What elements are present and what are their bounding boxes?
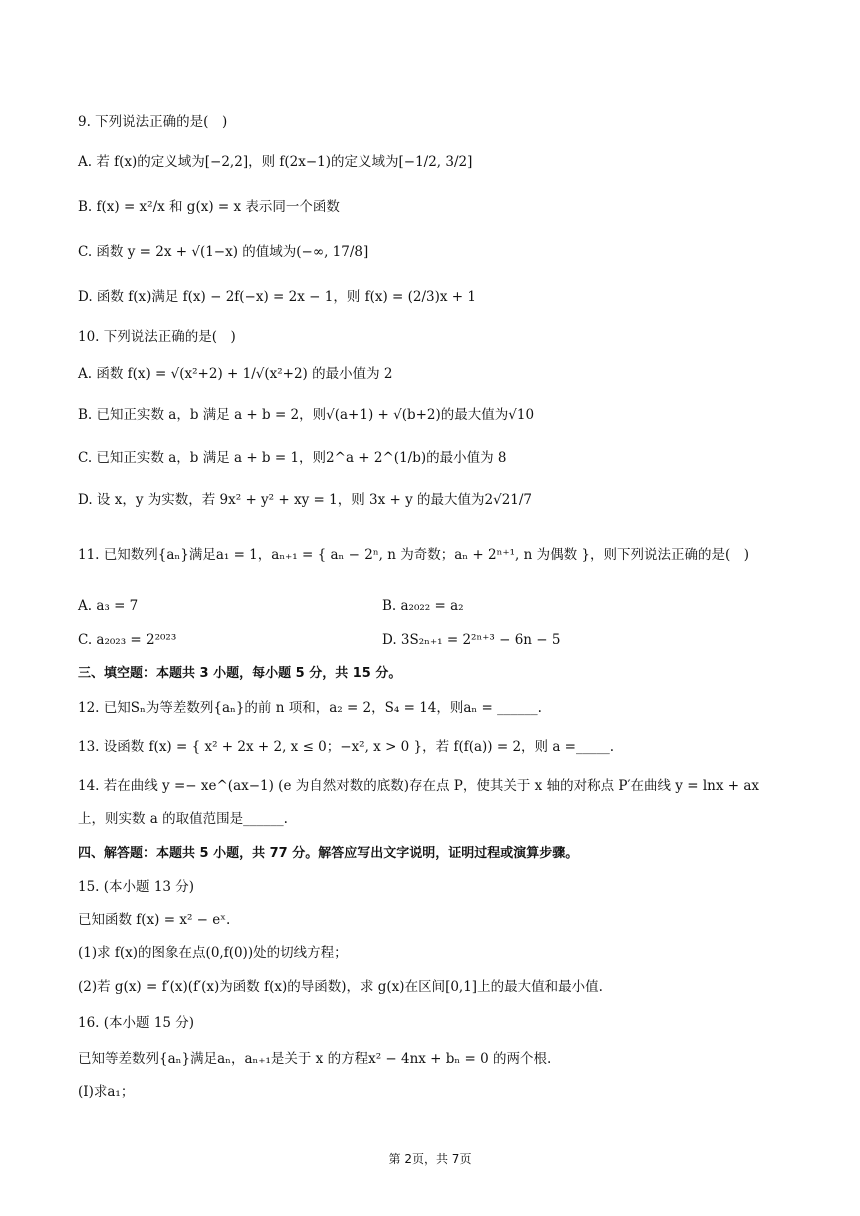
q15-part-2: (2)若 g(x) = f′(x)(f′(x)为函数 f(x)的导函数)，求 g(x)在区间[0,1]上的最大值和最小值. bbox=[78, 979, 603, 995]
q10-option-c: C. 已知正实数 a，b 满足 a + b = 1，则2^a + 2^(1/b)的最小值为 8 bbox=[78, 450, 507, 466]
q14-line-1: 14. 若在曲线 y =− xe^(ax−1) (e 为自然对数的底数)存在点 P，使其关于 x 轴的对称点 P′在曲线 y = lnx + ax bbox=[78, 778, 760, 794]
q10-option-b: B. 已知正实数 a，b 满足 a + b = 2，则√(a+1) + √(b+2)的最大值为√10 bbox=[78, 407, 535, 423]
q11-option-a: A. a₃ = 7 bbox=[78, 598, 139, 614]
q11-option-c: C. a₂₀₂₃ = 2²⁰²³ bbox=[78, 632, 177, 648]
q12: 12. 已知Sₙ为等差数列{aₙ}的前 n 项和，a₂ = 2，S₄ = 14，则aₙ = ______. bbox=[78, 700, 542, 716]
q9-option-c: C. 函数 y = 2x + √(1−x) 的值域为(−∞, 17/8] bbox=[78, 244, 369, 260]
q11-option-d: D. 3S₂ₙ₊₁ = 2²ⁿ⁺³ − 6n − 5 bbox=[382, 632, 561, 648]
q9-option-b: B. f(x) = x²/x 和 g(x) = x 表示同一个函数 bbox=[78, 199, 340, 215]
q11-option-b: B. a₂₀₂₂ = a₂ bbox=[382, 598, 464, 614]
q9-option-d: D. 函数 f(x)满足 f(x) − 2f(−x) = 2x − 1，则 f(x) = (2/3)x + 1 bbox=[78, 289, 476, 305]
q13: 13. 设函数 f(x) = { x² + 2x + 2, x ≤ 0；−x², x > 0 }，若 f(f(a)) = 2，则 a =_____. bbox=[78, 739, 615, 755]
q9-option-a: A. 若 f(x)的定义域为[−2,2]，则 f(2x−1)的定义域为[−1/2, 3/2] bbox=[78, 154, 473, 170]
q16-part-1: (Ⅰ)求a₁； bbox=[78, 1084, 135, 1100]
q11-stem: 11. 已知数列{aₙ}满足a₁ = 1，aₙ₊₁ = { aₙ − 2ⁿ, n 为奇数；aₙ + 2ⁿ⁺¹, n 为偶数 }，则下列说法正确的是( ) bbox=[78, 547, 749, 563]
q16-heading: 16. (本小题 15 分) bbox=[78, 1015, 195, 1031]
q10-option-d: D. 设 x，y 为实数，若 9x² + y² + xy = 1，则 3x + y 的最大值为2√21/7 bbox=[78, 492, 533, 508]
section-4-heading: 四、解答题：本题共 5 小题，共 77 分。解答应写出文字说明，证明过程或演算步骤。 bbox=[78, 846, 579, 861]
q10-stem: 10. 下列说法正确的是( ) bbox=[78, 329, 236, 345]
q9-stem: 9. 下列说法正确的是( ) bbox=[78, 114, 228, 130]
section-3-heading: 三、填空题：本题共 3 小题，每小题 5 分，共 15 分。 bbox=[78, 666, 402, 681]
q14-line-2: 上，则实数 a 的取值范围是______. bbox=[78, 811, 288, 827]
page-footer: 第 2页，共 7页 bbox=[388, 1152, 472, 1166]
q15-heading: 15. (本小题 13 分) bbox=[78, 879, 195, 895]
q16-given: 已知等差数列{aₙ}满足aₙ，aₙ₊₁是关于 x 的方程x² − 4nx + bₙ = 0 的两个根. bbox=[78, 1051, 552, 1067]
q10-option-a: A. 函数 f(x) = √(x²+2) + 1/√(x²+2) 的最小值为 2 bbox=[78, 366, 393, 382]
q15-part-1: (1)求 f(x)的图象在点(0,f(0))处的切线方程； bbox=[78, 945, 348, 961]
q15-given: 已知函数 f(x) = x² − eˣ. bbox=[78, 912, 231, 928]
